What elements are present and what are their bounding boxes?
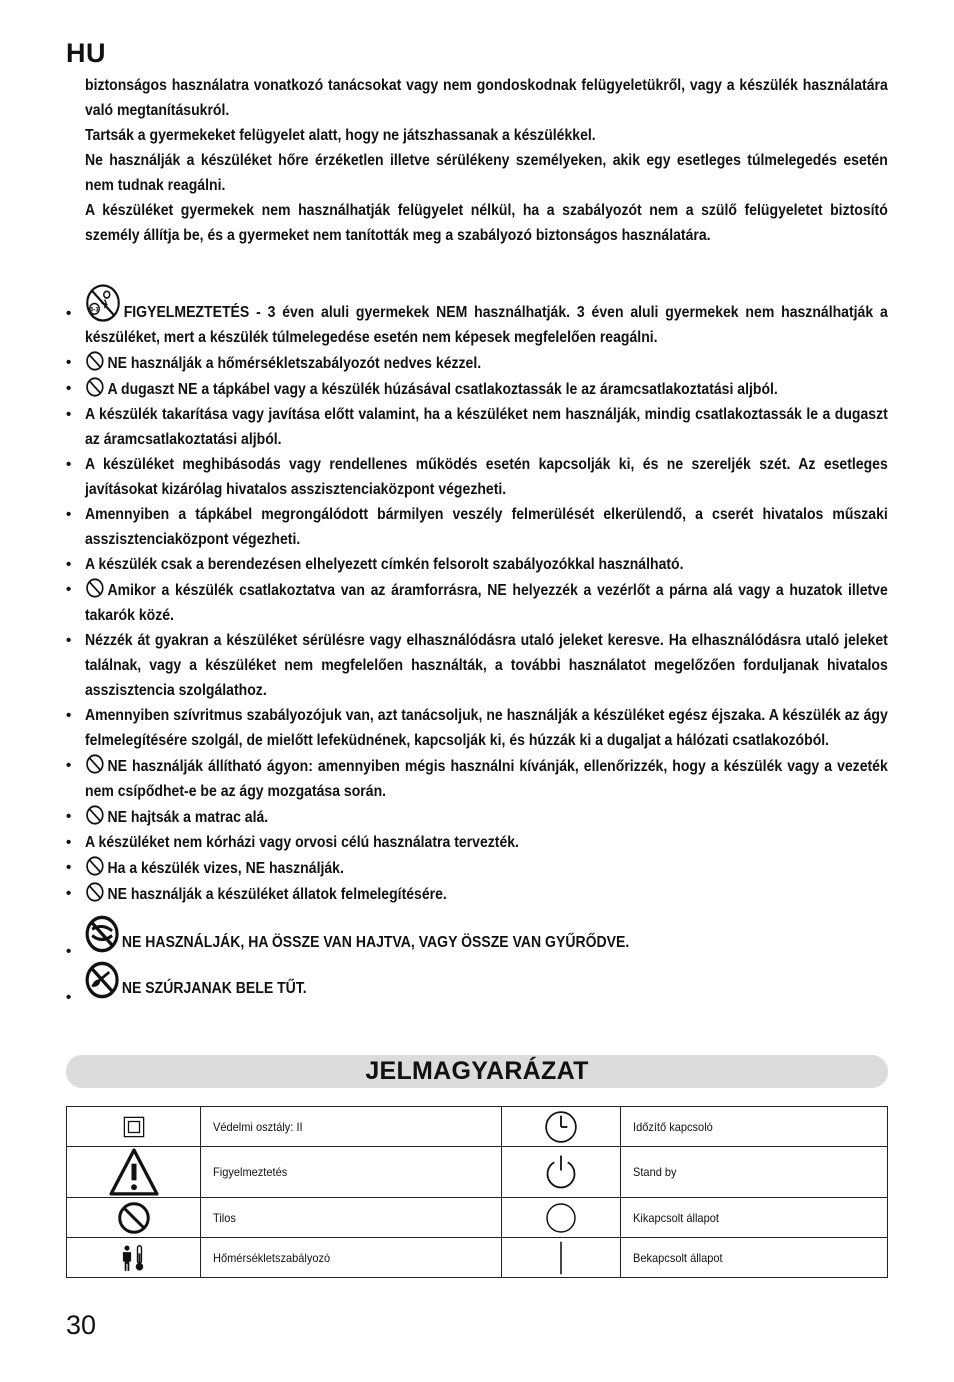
legend-label-cell — [201, 1198, 502, 1238]
bullet: • — [66, 581, 72, 598]
warning-text: A készülék csak a berendezésen elhelyezett címkén felsorolt szabályozókkal használható. — [85, 556, 684, 573]
warning-item — [66, 552, 888, 577]
warning-text: NE használják állítható ágyon: amennyiben mégis használni kívánják, ellenőrizzék, hogy a készülék vagy a vezeték nem csípődhet-e be az ágy mozgatása során. — [85, 758, 888, 800]
bullet: • — [66, 808, 72, 825]
legend-symbol-cell — [67, 1147, 201, 1198]
legend-row — [67, 1147, 888, 1198]
warning-item — [66, 881, 888, 907]
legend-symbol-cell — [502, 1147, 621, 1198]
warning-item — [66, 753, 888, 804]
bullet: • — [66, 456, 72, 473]
prohibit-icon — [85, 855, 105, 877]
bullet: • — [66, 707, 72, 724]
bullet: • — [66, 943, 72, 960]
warning-text: A készülék takarítása vagy javítása előtt valamint, ha a készüléket nem használják, mindig csatlakoztassák le a dugaszt az áramcsatlakoztatási aljból. — [85, 406, 888, 448]
child-prohibit-icon — [85, 283, 121, 323]
warning-item — [66, 855, 888, 881]
legend-row — [67, 1107, 888, 1147]
prohibit-icon — [85, 881, 105, 903]
bullet: • — [66, 632, 72, 649]
bullet: • — [66, 380, 72, 397]
legend-row — [67, 1198, 888, 1238]
warning-list — [66, 283, 888, 1006]
legend-label: Tilos — [213, 1210, 236, 1225]
legend-label: Kikapcsolt állapot — [633, 1210, 719, 1225]
warning-item — [66, 703, 888, 753]
prohibit-icon — [85, 577, 105, 599]
legend-label-cell — [621, 1147, 888, 1198]
legend-title: JELMAGYARÁZAT — [365, 1057, 589, 1085]
warning-item — [66, 376, 888, 402]
no-fold-icon — [85, 915, 119, 953]
legend-label: Bekapcsolt állapot — [633, 1250, 723, 1265]
warning-text: A készüléket nem kórházi vagy orvosi célú használatra tervezték. — [85, 834, 519, 851]
bullet: • — [66, 834, 72, 851]
warning-text: NE hajtsák a matrac alá. — [107, 809, 269, 826]
legend-row — [67, 1238, 888, 1278]
no-pin-icon — [85, 961, 119, 999]
thermostat-icon — [120, 1244, 148, 1272]
bullet: • — [66, 556, 72, 573]
bullet: • — [66, 885, 72, 902]
legend-symbol-cell — [502, 1198, 621, 1238]
bullet: • — [66, 406, 72, 423]
warning-text: NE használják a készüléket állatok felmelegítésére. — [107, 886, 447, 903]
legend-label: Időzítő kapcsoló — [633, 1119, 713, 1134]
warning-item — [66, 628, 888, 703]
legend-label-cell — [621, 1107, 888, 1147]
legend-label: Stand by — [633, 1165, 677, 1179]
warning-item — [66, 915, 888, 960]
legend-label-cell — [621, 1238, 888, 1278]
legend-symbol-cell — [502, 1107, 621, 1147]
prohibit-icon — [85, 350, 105, 372]
legend-label-cell — [201, 1147, 502, 1198]
warning-item — [66, 804, 888, 830]
bullet: • — [66, 859, 72, 876]
prohibit-icon — [85, 804, 105, 826]
intro-paragraph: biztonságos használatra vonatkozó tanácsokat vagy nem gondoskodnak felügyeletükről, vagy a készülék használatára való megtanításukról. — [85, 77, 888, 119]
intro-text — [85, 73, 888, 248]
page-number: 30 — [66, 1310, 97, 1340]
legend-label: Hőmérsékletszabályozó — [213, 1250, 331, 1265]
warning-text: NE SZÚRJANAK BELE TŰT. — [121, 980, 307, 997]
prohibit-icon — [85, 753, 105, 775]
intro-paragraph: Tartsák a gyermekeket felügyelet alatt, hogy ne játszhassanak a készülékkel. — [85, 127, 596, 144]
warning-text: A dugaszt NE a tápkábel vagy a készülék húzásával csatlakoztassák le az áramcsatlakoztatási aljból. — [107, 381, 778, 398]
bullet: • — [66, 989, 72, 1006]
warning-text: A készüléket meghibásodás vagy rendellenes működés esetén kapcsolják ki, és ne szereljék szét. Az esetleges javításokat kizárólag hivatalos asszisztenciaközpont végezheti. — [85, 456, 888, 498]
standby-icon — [543, 1154, 579, 1190]
warning-text: Amikor a készülék csatlakoztatva van az áramforrásra, NE helyezzék a vezérlőt a párna alá vagy a huzatok illetve takarók közé. — [85, 582, 888, 624]
bullet: • — [66, 305, 72, 322]
warning-text: FIGYELMEZTETÉS - 3 éven aluli gyermekek NEM használhatják. 3 éven aluli gyermekek nem használhatják a készüléket, mert a készülék túlmelegedése esetén nem képesek megfelelően reagálni. — [85, 304, 888, 346]
legend-symbol-cell — [502, 1238, 621, 1278]
prohibit-icon — [116, 1200, 152, 1236]
legend-header — [66, 1055, 888, 1088]
timer-icon — [544, 1110, 578, 1144]
warning-item — [66, 502, 888, 552]
warning-item — [66, 452, 888, 502]
legend-symbol-cell — [67, 1198, 201, 1238]
intro-paragraph: A készüléket gyermekek nem használhatják felügyelet nélkül, ha a szabályozót nem a szülő felügyeletet biztosító személy állítja be, és a gyermeket nem tanították meg a szabályozó biztonságos használatára. — [85, 202, 888, 244]
warning-item — [66, 283, 888, 350]
warning-item — [66, 577, 888, 628]
warning-item — [66, 350, 888, 376]
warning-item — [66, 402, 888, 452]
warning-text: Amennyiben szívritmus szabályozójuk van, azt tanácsoljuk, ne használják a készüléket egész éjszaka. A készülék az ágy felmelegítésére szolgál, de mielőtt lefeküdnének, kapcsolják ki, és húzzák ki a dugaljat a hálózati csatlakozóból. — [85, 707, 888, 749]
legend-label: Védelmi osztály: II — [213, 1119, 303, 1134]
intro-paragraph: Ne használják a készüléket hőre érzéketlen illetve sérülékeny személyeken, akik egy esetleges túlmelegedés esetén nem tudnak reagálni. — [85, 152, 888, 194]
bullet: • — [66, 506, 72, 523]
warning-text: NE HASZNÁLJÁK, HA ÖSSZE VAN HAJTVA, VAGY ÖSSZE VAN GYŰRŐDVE. — [121, 934, 630, 951]
warning-item — [66, 830, 888, 855]
legend-label: Figyelmeztetés — [213, 1165, 288, 1179]
warning-text: Ha a készülék vizes, NE használják. — [107, 860, 344, 877]
prohibit-icon — [85, 376, 105, 398]
svg-text:0-3: 0-3 — [90, 307, 99, 314]
legend-label-cell — [201, 1238, 502, 1278]
legend-symbol-cell — [67, 1107, 201, 1147]
off-icon — [545, 1202, 577, 1234]
warning-text: NE használják a hőmérsékletszabályozót nedves kézzel. — [107, 355, 482, 372]
bullet: • — [66, 757, 72, 774]
legend-label-cell — [201, 1107, 502, 1147]
warning-text: Amennyiben a tápkábel megrongálódott bármilyen veszély felmerülését elkerülendő, a cserét hivatalos műszaki asszisztenciaközpont végezheti. — [85, 506, 888, 548]
bullet: • — [66, 354, 72, 371]
warning-item — [66, 961, 888, 1006]
legend-table — [66, 1106, 888, 1278]
warning-text: Nézzék át gyakran a készüléket sérülésre vagy elhasználódásra utaló jeleket keresve. Ha elhasználódásra utaló jeleket találnak, vagy a készüléket nem megfelelően használták, a további használatot megelőzően forduljanak hivatalos asszisztencia szolgálathoz. — [85, 632, 888, 699]
on-icon — [544, 1241, 578, 1275]
warning-icon — [109, 1147, 159, 1197]
language-code: HU — [66, 38, 106, 68]
legend-symbol-cell — [67, 1238, 201, 1278]
legend-label-cell — [621, 1198, 888, 1238]
class-ii-icon — [123, 1116, 145, 1138]
